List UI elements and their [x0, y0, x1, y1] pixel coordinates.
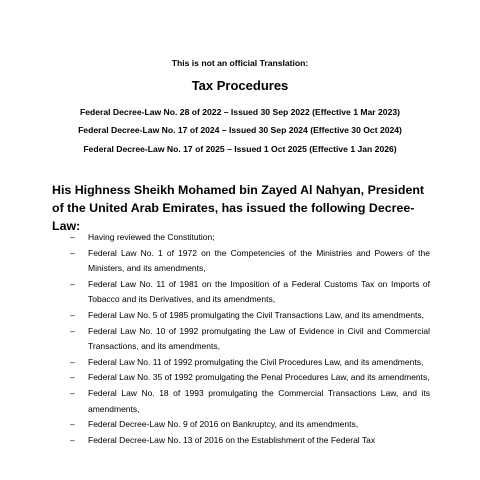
list-item: [70, 277, 430, 308]
list-item: [70, 355, 430, 371]
decree-reference: Federal Decree-Law No. 17 of 2025 – Issued 1 Oct 2025 (Effective 1 Jan 2026): [83, 144, 397, 154]
dash-icon: –: [70, 372, 75, 383]
list-item-text: Federal Decree-Law No. 13 of 2016 on the Establishment of the Federal Tax: [88, 434, 376, 445]
list-item: [70, 308, 430, 324]
list-item-text: Having reviewed the Constitution;: [88, 232, 215, 242]
document-title: Tax Procedures: [191, 78, 289, 93]
dash-icon: –: [70, 278, 75, 289]
decree-reference: Federal Decree-Law No. 28 of 2022 – Issued 30 Sep 2022 (Effective 1 Mar 2023): [79, 107, 401, 117]
list-item-text: Federal Law No. 35 of 1992 promulgating the Penal Procedures Law, and its amendments,: [88, 372, 430, 383]
dash-icon: –: [70, 387, 75, 398]
list-item: [70, 433, 430, 449]
list-item-text: Federal Law No. 11 of 1992 promulgating the Civil Procedures Law, and its amendments,: [88, 356, 424, 367]
list-item-text: Federal Law No. 10 of 1992 promulgating the Law of Evidence in Civil and Commercial Transactions, and its amendments,: [88, 325, 430, 352]
dash-icon: –: [70, 419, 75, 430]
list-item: [70, 230, 430, 246]
list-item: [70, 324, 430, 355]
list-item-text: Federal Law No. 18 of 1993 promulgating the Commercial Transactions Law, and its amendments,: [88, 387, 430, 414]
dash-icon: –: [70, 232, 75, 242]
preamble: His Highness Sheikh Mohamed bin Zayed Al Nahyan, President of the United Arab Emirates, has issued the following Decree-Law:: [52, 183, 425, 233]
decree-reference: Federal Decree-Law No. 17 of 2024 – Issued 30 Sep 2024 (Effective 30 Oct 2024): [78, 125, 402, 135]
translation-notice: This is not an official Translation:: [171, 58, 309, 68]
list-item-text: Federal Law No. 5 of 1985 promulgating the Civil Transactions Law, and its amendments,: [88, 309, 424, 320]
dash-icon: –: [70, 309, 75, 320]
list-item: [70, 246, 430, 277]
list-item: [70, 386, 430, 417]
list-item-text: Federal Decree-Law No. 9 of 2016 on Bankruptcy, and its amendments,: [88, 419, 359, 430]
dash-icon: –: [70, 434, 75, 445]
list-item: [70, 370, 430, 386]
list-item-text: Federal Law No. 1 of 1972 on the Competencies of the Ministries and Powers of the Ministers, and its amendments,: [88, 247, 430, 274]
recitals-list: [70, 230, 430, 448]
dash-icon: –: [70, 247, 75, 258]
list-item: [70, 417, 430, 433]
dash-icon: –: [70, 325, 75, 336]
list-item-text: Federal Law No. 11 of 1981 on the Imposition of a Federal Customs Tax on Imports of Tobacco and its Derivatives, and its amendments,: [88, 278, 430, 305]
dash-icon: –: [70, 356, 75, 367]
